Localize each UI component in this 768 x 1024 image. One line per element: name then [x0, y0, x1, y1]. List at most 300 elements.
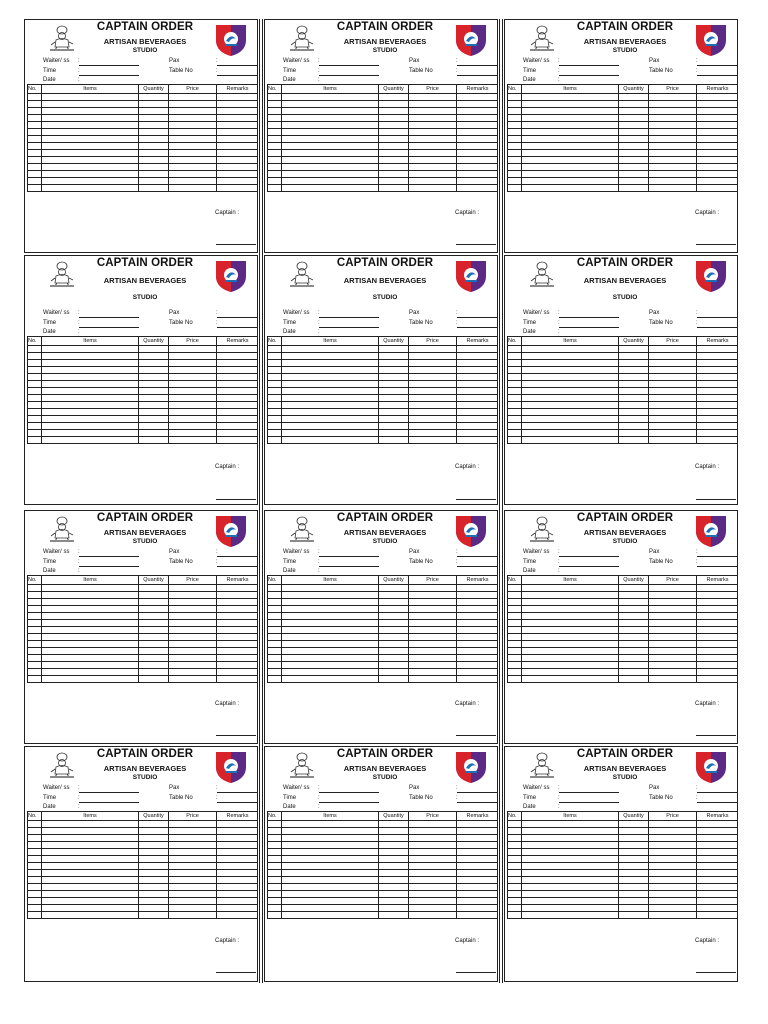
- order-cell[interactable]: [457, 870, 499, 877]
- order-cell[interactable]: [649, 613, 697, 620]
- order-cell[interactable]: [649, 912, 697, 919]
- time-input-line[interactable]: [559, 802, 619, 803]
- order-cell[interactable]: [139, 627, 169, 634]
- order-cell[interactable]: [28, 891, 42, 898]
- order-cell[interactable]: [508, 613, 522, 620]
- table-no-input-line[interactable]: [457, 802, 497, 803]
- order-cell[interactable]: [522, 898, 619, 905]
- order-cell[interactable]: [42, 891, 139, 898]
- order-cell[interactable]: [619, 856, 649, 863]
- order-cell[interactable]: [457, 585, 499, 592]
- order-cell[interactable]: [619, 870, 649, 877]
- table-no-input-line[interactable]: [217, 75, 257, 76]
- order-cell[interactable]: [217, 164, 259, 171]
- order-cell[interactable]: [649, 835, 697, 842]
- order-cell[interactable]: [42, 171, 139, 178]
- order-cell[interactable]: [169, 592, 217, 599]
- order-cell[interactable]: [649, 171, 697, 178]
- order-cell[interactable]: [28, 136, 42, 143]
- order-cell[interactable]: [268, 430, 282, 437]
- order-cell[interactable]: [169, 178, 217, 185]
- order-cell[interactable]: [508, 634, 522, 641]
- order-cell[interactable]: [28, 430, 42, 437]
- order-cell[interactable]: [217, 416, 259, 423]
- order-cell[interactable]: [282, 157, 379, 164]
- order-cell[interactable]: [282, 856, 379, 863]
- order-cell[interactable]: [169, 171, 217, 178]
- order-cell[interactable]: [217, 136, 259, 143]
- order-cell[interactable]: [457, 409, 499, 416]
- order-cell[interactable]: [522, 849, 619, 856]
- order-cell[interactable]: [268, 115, 282, 122]
- order-cell[interactable]: [139, 353, 169, 360]
- order-cell[interactable]: [139, 402, 169, 409]
- order-cell[interactable]: [379, 849, 409, 856]
- order-cell[interactable]: [169, 94, 217, 101]
- captain-signature-line[interactable]: [696, 735, 736, 736]
- order-cell[interactable]: [268, 360, 282, 367]
- order-cell[interactable]: [649, 416, 697, 423]
- order-cell[interactable]: [508, 905, 522, 912]
- order-cell[interactable]: [508, 898, 522, 905]
- order-cell[interactable]: [522, 863, 619, 870]
- order-cell[interactable]: [379, 388, 409, 395]
- order-cell[interactable]: [649, 430, 697, 437]
- order-cell[interactable]: [649, 620, 697, 627]
- order-cell[interactable]: [282, 101, 379, 108]
- order-cell[interactable]: [649, 676, 697, 683]
- order-cell[interactable]: [649, 905, 697, 912]
- order-cell[interactable]: [268, 870, 282, 877]
- order-cell[interactable]: [522, 360, 619, 367]
- order-cell[interactable]: [42, 835, 139, 842]
- order-cell[interactable]: [28, 863, 42, 870]
- order-cell[interactable]: [169, 185, 217, 192]
- order-cell[interactable]: [42, 360, 139, 367]
- order-cell[interactable]: [379, 613, 409, 620]
- order-cell[interactable]: [282, 409, 379, 416]
- order-cell[interactable]: [379, 164, 409, 171]
- order-cell[interactable]: [139, 143, 169, 150]
- order-cell[interactable]: [522, 178, 619, 185]
- order-cell[interactable]: [522, 416, 619, 423]
- order-cell[interactable]: [522, 884, 619, 891]
- order-cell[interactable]: [217, 150, 259, 157]
- order-cell[interactable]: [28, 613, 42, 620]
- order-cell[interactable]: [379, 620, 409, 627]
- order-cell[interactable]: [282, 402, 379, 409]
- order-cell[interactable]: [619, 416, 649, 423]
- pax-input-line[interactable]: [697, 792, 737, 793]
- time-input-line[interactable]: [79, 327, 139, 328]
- captain-signature-line[interactable]: [456, 499, 496, 500]
- order-cell[interactable]: [169, 150, 217, 157]
- order-cell[interactable]: [409, 346, 457, 353]
- order-cell[interactable]: [522, 676, 619, 683]
- order-cell[interactable]: [409, 129, 457, 136]
- order-cell[interactable]: [619, 606, 649, 613]
- order-cell[interactable]: [508, 374, 522, 381]
- order-cell[interactable]: [649, 353, 697, 360]
- order-cell[interactable]: [217, 606, 259, 613]
- order-cell[interactable]: [282, 849, 379, 856]
- order-cell[interactable]: [409, 150, 457, 157]
- waiter-input-line[interactable]: [79, 65, 139, 66]
- order-cell[interactable]: [508, 108, 522, 115]
- order-cell[interactable]: [522, 108, 619, 115]
- captain-signature-line[interactable]: [456, 972, 496, 973]
- order-cell[interactable]: [409, 122, 457, 129]
- order-cell[interactable]: [217, 402, 259, 409]
- order-cell[interactable]: [28, 381, 42, 388]
- order-cell[interactable]: [139, 648, 169, 655]
- captain-signature-line[interactable]: [456, 735, 496, 736]
- order-cell[interactable]: [409, 136, 457, 143]
- order-cell[interactable]: [282, 143, 379, 150]
- order-cell[interactable]: [697, 178, 739, 185]
- order-cell[interactable]: [217, 115, 259, 122]
- order-cell[interactable]: [217, 842, 259, 849]
- order-cell[interactable]: [379, 905, 409, 912]
- order-cell[interactable]: [457, 374, 499, 381]
- order-cell[interactable]: [457, 94, 499, 101]
- order-cell[interactable]: [28, 620, 42, 627]
- order-cell[interactable]: [217, 655, 259, 662]
- order-cell[interactable]: [409, 634, 457, 641]
- order-cell[interactable]: [268, 641, 282, 648]
- order-cell[interactable]: [457, 402, 499, 409]
- order-cell[interactable]: [379, 136, 409, 143]
- order-cell[interactable]: [649, 891, 697, 898]
- order-cell[interactable]: [619, 367, 649, 374]
- order-cell[interactable]: [42, 101, 139, 108]
- order-cell[interactable]: [619, 676, 649, 683]
- order-cell[interactable]: [649, 94, 697, 101]
- order-cell[interactable]: [457, 655, 499, 662]
- order-cell[interactable]: [619, 849, 649, 856]
- order-cell[interactable]: [169, 353, 217, 360]
- time-input-line[interactable]: [79, 75, 139, 76]
- order-cell[interactable]: [379, 884, 409, 891]
- order-cell[interactable]: [379, 423, 409, 430]
- order-cell[interactable]: [217, 178, 259, 185]
- order-cell[interactable]: [522, 912, 619, 919]
- order-cell[interactable]: [409, 599, 457, 606]
- order-cell[interactable]: [619, 122, 649, 129]
- order-cell[interactable]: [697, 606, 739, 613]
- order-cell[interactable]: [42, 599, 139, 606]
- order-cell[interactable]: [697, 912, 739, 919]
- order-cell[interactable]: [379, 634, 409, 641]
- order-cell[interactable]: [282, 122, 379, 129]
- order-cell[interactable]: [457, 599, 499, 606]
- order-cell[interactable]: [282, 388, 379, 395]
- order-cell[interactable]: [379, 648, 409, 655]
- order-cell[interactable]: [522, 94, 619, 101]
- order-cell[interactable]: [522, 641, 619, 648]
- order-cell[interactable]: [697, 374, 739, 381]
- order-cell[interactable]: [508, 856, 522, 863]
- order-cell[interactable]: [42, 676, 139, 683]
- order-cell[interactable]: [508, 150, 522, 157]
- order-cell[interactable]: [379, 346, 409, 353]
- order-cell[interactable]: [139, 641, 169, 648]
- waiter-input-line[interactable]: [319, 317, 379, 318]
- order-cell[interactable]: [268, 150, 282, 157]
- order-cell[interactable]: [619, 171, 649, 178]
- order-cell[interactable]: [457, 143, 499, 150]
- order-cell[interactable]: [379, 150, 409, 157]
- order-cell[interactable]: [42, 884, 139, 891]
- order-cell[interactable]: [697, 634, 739, 641]
- order-cell[interactable]: [522, 430, 619, 437]
- order-cell[interactable]: [508, 585, 522, 592]
- order-cell[interactable]: [522, 669, 619, 676]
- order-cell[interactable]: [457, 388, 499, 395]
- order-cell[interactable]: [42, 430, 139, 437]
- order-cell[interactable]: [697, 136, 739, 143]
- order-cell[interactable]: [139, 585, 169, 592]
- order-cell[interactable]: [649, 898, 697, 905]
- order-cell[interactable]: [42, 905, 139, 912]
- order-cell[interactable]: [268, 905, 282, 912]
- order-cell[interactable]: [457, 115, 499, 122]
- order-cell[interactable]: [522, 353, 619, 360]
- order-cell[interactable]: [139, 164, 169, 171]
- order-cell[interactable]: [268, 346, 282, 353]
- order-cell[interactable]: [522, 821, 619, 828]
- order-cell[interactable]: [268, 606, 282, 613]
- pax-input-line[interactable]: [457, 556, 497, 557]
- order-cell[interactable]: [282, 592, 379, 599]
- order-cell[interactable]: [169, 821, 217, 828]
- order-cell[interactable]: [379, 381, 409, 388]
- order-cell[interactable]: [217, 898, 259, 905]
- order-cell[interactable]: [282, 129, 379, 136]
- order-cell[interactable]: [379, 94, 409, 101]
- order-cell[interactable]: [508, 353, 522, 360]
- order-cell[interactable]: [697, 870, 739, 877]
- order-cell[interactable]: [282, 599, 379, 606]
- order-cell[interactable]: [522, 828, 619, 835]
- order-cell[interactable]: [409, 157, 457, 164]
- order-cell[interactable]: [457, 669, 499, 676]
- order-cell[interactable]: [379, 101, 409, 108]
- order-cell[interactable]: [282, 821, 379, 828]
- order-cell[interactable]: [508, 416, 522, 423]
- order-cell[interactable]: [379, 912, 409, 919]
- order-cell[interactable]: [522, 634, 619, 641]
- order-cell[interactable]: [268, 136, 282, 143]
- order-cell[interactable]: [379, 108, 409, 115]
- order-cell[interactable]: [268, 828, 282, 835]
- order-cell[interactable]: [619, 353, 649, 360]
- order-cell[interactable]: [379, 863, 409, 870]
- order-cell[interactable]: [169, 585, 217, 592]
- order-cell[interactable]: [619, 136, 649, 143]
- order-cell[interactable]: [139, 912, 169, 919]
- order-cell[interactable]: [457, 863, 499, 870]
- order-cell[interactable]: [409, 835, 457, 842]
- order-cell[interactable]: [409, 842, 457, 849]
- order-cell[interactable]: [28, 150, 42, 157]
- order-cell[interactable]: [457, 856, 499, 863]
- order-cell[interactable]: [268, 898, 282, 905]
- order-cell[interactable]: [169, 374, 217, 381]
- order-cell[interactable]: [508, 676, 522, 683]
- order-cell[interactable]: [139, 381, 169, 388]
- order-cell[interactable]: [268, 676, 282, 683]
- order-cell[interactable]: [697, 648, 739, 655]
- order-cell[interactable]: [457, 346, 499, 353]
- order-cell[interactable]: [217, 388, 259, 395]
- order-cell[interactable]: [268, 662, 282, 669]
- order-cell[interactable]: [619, 108, 649, 115]
- order-cell[interactable]: [139, 592, 169, 599]
- order-cell[interactable]: [697, 360, 739, 367]
- order-cell[interactable]: [379, 395, 409, 402]
- order-cell[interactable]: [139, 856, 169, 863]
- order-cell[interactable]: [649, 129, 697, 136]
- order-cell[interactable]: [42, 409, 139, 416]
- order-cell[interactable]: [217, 821, 259, 828]
- order-cell[interactable]: [619, 437, 649, 444]
- order-cell[interactable]: [379, 877, 409, 884]
- order-cell[interactable]: [619, 912, 649, 919]
- order-cell[interactable]: [42, 648, 139, 655]
- order-cell[interactable]: [268, 891, 282, 898]
- order-cell[interactable]: [649, 388, 697, 395]
- order-cell[interactable]: [508, 627, 522, 634]
- order-cell[interactable]: [268, 178, 282, 185]
- pax-input-line[interactable]: [217, 65, 257, 66]
- order-cell[interactable]: [508, 655, 522, 662]
- order-cell[interactable]: [42, 870, 139, 877]
- order-cell[interactable]: [457, 884, 499, 891]
- order-cell[interactable]: [139, 884, 169, 891]
- order-cell[interactable]: [649, 828, 697, 835]
- order-cell[interactable]: [28, 662, 42, 669]
- order-cell[interactable]: [522, 423, 619, 430]
- order-cell[interactable]: [409, 360, 457, 367]
- order-cell[interactable]: [619, 828, 649, 835]
- order-cell[interactable]: [282, 164, 379, 171]
- order-cell[interactable]: [28, 157, 42, 164]
- order-cell[interactable]: [169, 143, 217, 150]
- order-cell[interactable]: [139, 620, 169, 627]
- order-cell[interactable]: [217, 374, 259, 381]
- order-cell[interactable]: [619, 346, 649, 353]
- order-cell[interactable]: [508, 129, 522, 136]
- table-no-input-line[interactable]: [697, 566, 737, 567]
- order-cell[interactable]: [409, 655, 457, 662]
- order-cell[interactable]: [649, 136, 697, 143]
- order-cell[interactable]: [508, 870, 522, 877]
- order-cell[interactable]: [139, 599, 169, 606]
- order-cell[interactable]: [522, 620, 619, 627]
- order-cell[interactable]: [42, 108, 139, 115]
- captain-signature-line[interactable]: [696, 972, 736, 973]
- order-cell[interactable]: [379, 437, 409, 444]
- order-cell[interactable]: [697, 402, 739, 409]
- order-cell[interactable]: [169, 430, 217, 437]
- order-cell[interactable]: [169, 669, 217, 676]
- order-cell[interactable]: [139, 108, 169, 115]
- order-cell[interactable]: [139, 437, 169, 444]
- order-cell[interactable]: [139, 122, 169, 129]
- order-cell[interactable]: [697, 143, 739, 150]
- order-cell[interactable]: [649, 360, 697, 367]
- time-input-line[interactable]: [319, 327, 379, 328]
- order-cell[interactable]: [217, 828, 259, 835]
- order-cell[interactable]: [457, 367, 499, 374]
- order-cell[interactable]: [619, 374, 649, 381]
- order-cell[interactable]: [379, 129, 409, 136]
- order-cell[interactable]: [28, 409, 42, 416]
- order-cell[interactable]: [697, 613, 739, 620]
- order-cell[interactable]: [28, 122, 42, 129]
- order-cell[interactable]: [457, 129, 499, 136]
- order-cell[interactable]: [619, 409, 649, 416]
- order-cell[interactable]: [28, 164, 42, 171]
- order-cell[interactable]: [282, 136, 379, 143]
- order-cell[interactable]: [169, 898, 217, 905]
- order-cell[interactable]: [457, 171, 499, 178]
- order-cell[interactable]: [649, 877, 697, 884]
- order-cell[interactable]: [457, 164, 499, 171]
- order-cell[interactable]: [169, 395, 217, 402]
- order-cell[interactable]: [268, 835, 282, 842]
- order-cell[interactable]: [282, 905, 379, 912]
- order-cell[interactable]: [649, 655, 697, 662]
- order-cell[interactable]: [619, 143, 649, 150]
- order-cell[interactable]: [217, 185, 259, 192]
- order-cell[interactable]: [169, 891, 217, 898]
- order-cell[interactable]: [409, 402, 457, 409]
- order-cell[interactable]: [282, 676, 379, 683]
- order-cell[interactable]: [217, 585, 259, 592]
- order-cell[interactable]: [28, 108, 42, 115]
- order-cell[interactable]: [169, 402, 217, 409]
- order-cell[interactable]: [28, 402, 42, 409]
- order-cell[interactable]: [649, 115, 697, 122]
- waiter-input-line[interactable]: [559, 317, 619, 318]
- order-cell[interactable]: [508, 877, 522, 884]
- order-cell[interactable]: [457, 891, 499, 898]
- order-cell[interactable]: [169, 870, 217, 877]
- order-cell[interactable]: [508, 346, 522, 353]
- order-cell[interactable]: [619, 150, 649, 157]
- order-cell[interactable]: [697, 122, 739, 129]
- order-cell[interactable]: [42, 655, 139, 662]
- order-cell[interactable]: [508, 115, 522, 122]
- order-cell[interactable]: [457, 423, 499, 430]
- order-cell[interactable]: [42, 627, 139, 634]
- order-cell[interactable]: [457, 416, 499, 423]
- order-cell[interactable]: [649, 164, 697, 171]
- order-cell[interactable]: [28, 821, 42, 828]
- order-cell[interactable]: [522, 613, 619, 620]
- order-cell[interactable]: [28, 606, 42, 613]
- order-cell[interactable]: [282, 430, 379, 437]
- order-cell[interactable]: [649, 402, 697, 409]
- pax-input-line[interactable]: [217, 317, 257, 318]
- order-cell[interactable]: [649, 821, 697, 828]
- order-cell[interactable]: [169, 423, 217, 430]
- order-cell[interactable]: [409, 171, 457, 178]
- order-cell[interactable]: [697, 437, 739, 444]
- order-cell[interactable]: [508, 821, 522, 828]
